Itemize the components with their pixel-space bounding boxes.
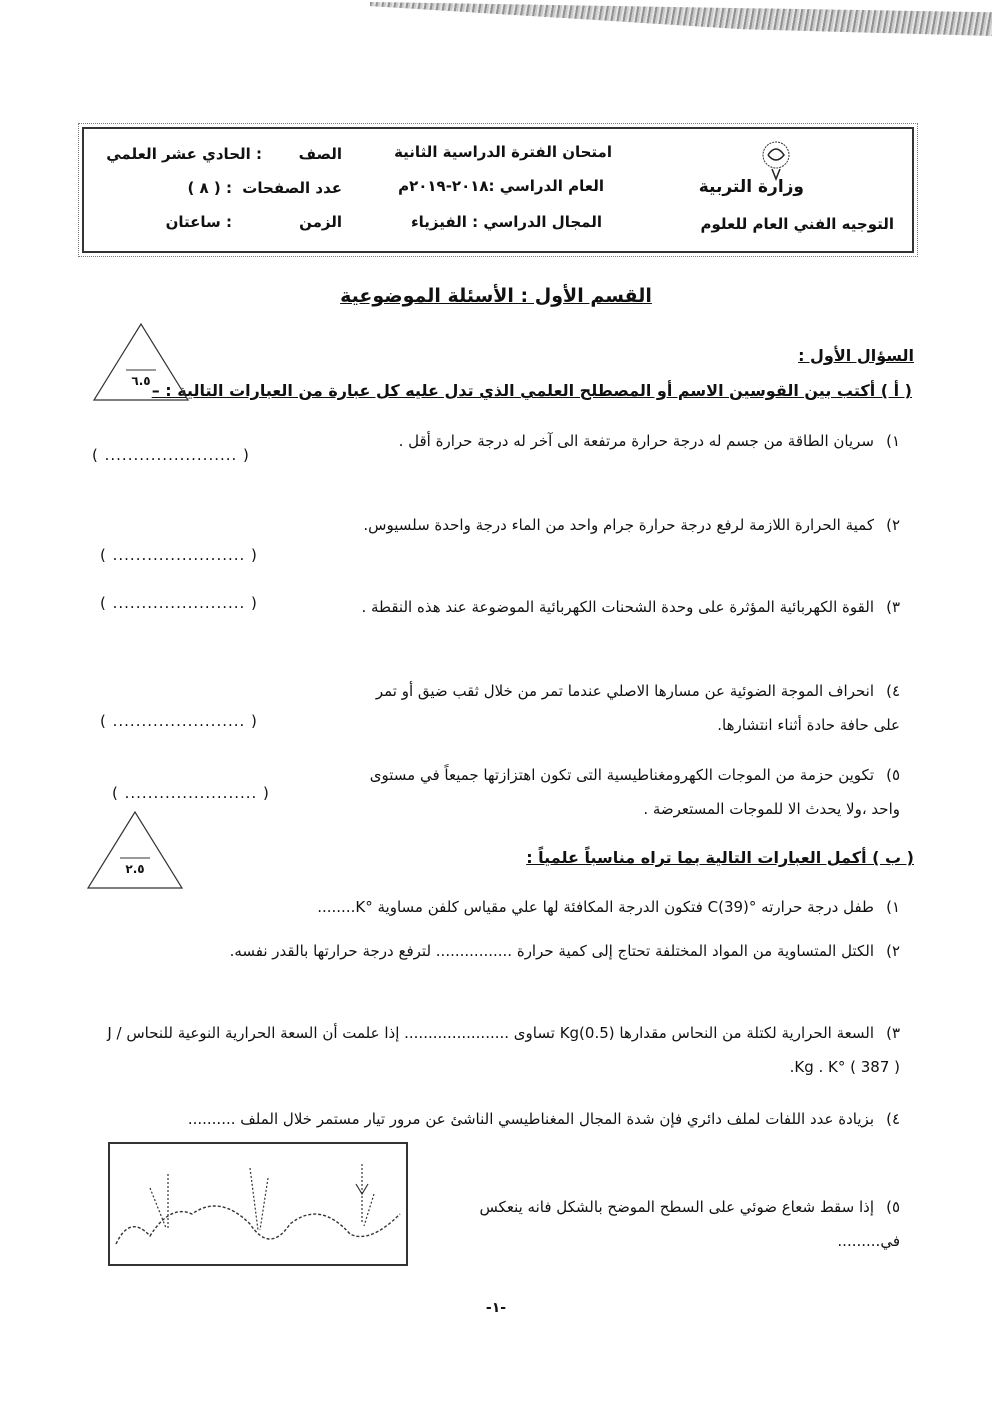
time-label: الزمن [299,213,342,231]
section-title: القسم الأول : الأسئلة الموضوعية [340,285,652,307]
answer-blank-3[interactable]: ( ....................... ) [100,594,258,612]
score-value: ٦.٥ [131,374,151,388]
ministry-emblem-icon [758,139,794,181]
ministry-name: وزارة التربية [698,177,804,197]
part-a-item-5: ٥)تكوين حزمة من الموجات الكهرومغناطيسية التى تكون اهتزازتها جميعاً في مستوى واحد ،ولا يحدث الا للموجات المستعرضة . [369,766,900,818]
score-triangle-a [92,322,190,402]
page-number: -١- [485,1300,507,1316]
score-triangle-b [86,810,184,890]
part-a-item-2: ٢)كمية الحرارة اللازمة لرفع درجة حرارة جرام واحد من الماء درجة واحدة سلسيوس. [363,516,900,534]
part-a-item-3: ٣)القوة الكهربائية المؤثرة على وحدة الشحنات الكهربائية الموضوعة عند هذه النقطة . [361,598,900,616]
academic-year: العام الدراسي :٢٠١٨-٢٠١٩م [398,177,604,195]
part-a-item-1: ١)سريان الطاقة من جسم له درجة حرارة مرتفعة الى آخر له درجة حرارة أقل . [398,432,900,450]
part-b-item-1: ١)طفل درجة حرارته °C(39) فتكون الدرجة المكافئة لها علي مقياس كلفن مساوية °K........ [317,898,900,916]
pages-value: : ( ٨ ) [187,179,232,197]
part-b-item-3: ٣)السعة الحرارية لكتلة من النحاس مقدارها Kg(0.5) تساوى ...................... إذا علمت أن السعة الحرارية النوعية للنحاس J / Kg . K° ( 387 ). [107,1024,900,1076]
subject: المجال الدراسي : الفيزياء [410,213,602,231]
answer-blank-4[interactable]: ( ....................... ) [100,712,258,730]
reflection-surface-diagram-icon [110,1144,406,1264]
part-b-item-2: ٢)الكتل المتساوية من المواد المختلفة تحتاج إلى كمية حرارة ................ لترفع درجة حرارتها بالقدر نفسه. [229,942,900,960]
directorate-name: التوجيه الفني العام للعلوم [700,215,894,233]
part-b-instruction: ( ب ) أكمل العبارات التالية بما تراه مناسباً علمياً : [526,848,914,867]
exam-title: امتحان الفترة الدراسية الثانية [394,143,612,161]
grade-value: : الحادي عشر العلمي [106,145,262,163]
pages-label: عدد الصفحات [242,179,342,197]
part-b-item-5: ٥)إذا سقط شعاع ضوئي على السطح الموضح بالشكل فانه ينعكس في......... [479,1198,900,1250]
question-label: السؤال الأول : [798,346,914,365]
part-a-item-4: ٤)انحراف الموجة الضوئية عن مسارها الاصلي عندما تمر من خلال ثقب ضيق أو تمر على حافة حادة أثناء انتشارها. [375,682,900,734]
score-value: ٢.٥ [125,862,145,876]
scan-artifact [370,2,992,36]
time-value: : ساعتان [165,213,232,231]
answer-blank-5[interactable]: ( ....................... ) [112,784,270,802]
reflection-surface-figure [108,1142,408,1266]
part-a-instruction: ( أ ) أكتب بين القوسين الاسم أو المصطلح العلمي الذي تدل عليه كل عبارة من العبارات التالية : – [151,381,912,400]
exam-header [82,127,914,253]
answer-blank-1[interactable]: ( ....................... ) [92,446,250,464]
grade-label: الصف [298,145,342,163]
part-b-item-4: ٤)بزيادة عدد اللفات لملف دائري فإن شدة المجال المغناطيسي الناشئ عن مرور تيار مستمر خلال الملف .......... [187,1110,900,1128]
answer-blank-2[interactable]: ( ....................... ) [100,546,258,564]
